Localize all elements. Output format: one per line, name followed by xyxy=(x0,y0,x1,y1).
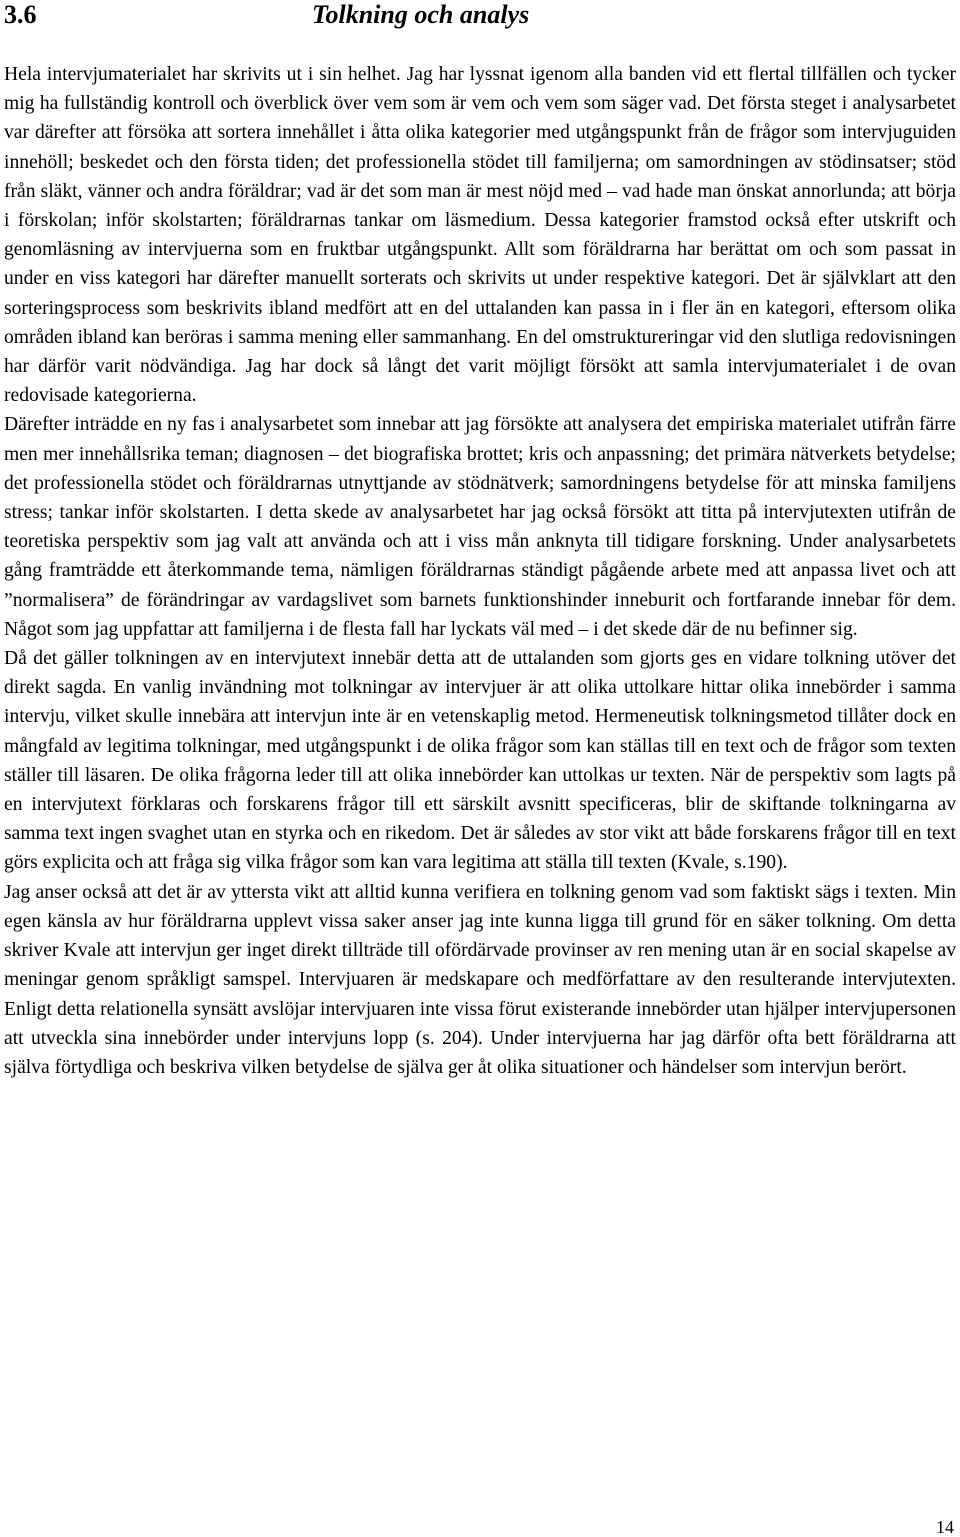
paragraph-2: Därefter inträdde en ny fas i analysarbetet som innebar att jag försökte att analysera det empiriska materialet utifrån färre men mer innehållsrika teman; diagnosen – det biografiska brottet; kris och anpassning; det primära nätverkets betydelse; det professionella stödet och föräldrarnas utnyttjande av stödnätverk; samordningens betydelse för att minska familjens stress; tankar inför skolstarten. I detta skede av analysarbetet har jag också försökt att titta på intervjutexten utifrån de teoretiska perspektiv som jag valt att använda och att i viss mån anknyta till tidigare forskning. Under analysarbetets gång framträdde ett återkommande tema, nämligen föräldrarnas ständigt pågående arbete med att anpassa livet och att ”normalisera” de förändringar av vardagslivet som barnets funktionshinder inneburit och fortfarande innebar för dem. Något som jag uppfattar att familjerna i de flesta fall har lyckats väl med – i det skede där de nu befinner sig. xyxy=(4,414,956,640)
section-heading xyxy=(4,0,956,34)
document-page xyxy=(4,0,956,1082)
body-text xyxy=(4,60,956,1082)
paragraph-1: Hela intervjumaterialet har skrivits ut i sin helhet. Jag har lyssnat igenom alla banden vid ett flertal tillfällen och tycker mig ha fullständig kontroll och överblick över vem som är vem och vem som säger vad. Det första steget i analysarbetet var därefter att försöka att sortera innehållet i åtta olika kategorier med utgångspunkt från de frågor som intervjuguiden innehöll; beskedet och den första tiden; det professionella stödet till familjerna; om samordningen av stödinsatser; stöd från släkt, vänner och andra föräldrar; vad är det som man är mest nöjd med – vad hade man önskat annorlunda; att börja i förskolan; inför skolstarten; föräldrarnas tankar om läsmedium. Dessa kategorier framstod också efter utskrift och genomläsning av intervjuerna som en fruktbar utgångspunkt. Allt som föräldrarna har berättat om och som passat in under en viss kategori har därefter manuellt sorterats och skrivits ut under respektive kategori. Det är självklart att den sorteringsprocess som beskrivits ibland medfört att en del uttalanden kan passa in i fler än en kategori, eftersom olika områden ibland kan beröras i samma mening eller sammanhang. En del omstruktureringar vid den slutliga redovisningen har därför varit nödvändiga. Jag har dock så långt det varit möjligt försökt att samla intervjumaterialet i de ovan redovisade kategorierna. xyxy=(4,64,956,407)
page-number: 14 xyxy=(936,1517,954,1537)
paragraph-3: Då det gäller tolkningen av en intervjutext innebär detta att de uttalanden som gjorts ges en vidare tolkning utöver det direkt sagda. En vanlig invändning mot tolkningar av intervjuer är att olika uttolkare hittar olika innebörder i samma intervju, vilket skulle innebära att intervjun inte är en vetenskaplig metod. Hermeneutisk tolkningsmetod tillåter dock en mångfald av legitima tolkningar, med utgångspunkt i de olika frågor som kan ställas till en text och de frågor som texten ställer till läsaren. De olika frågorna leder till att olika innebörder kan uttolkas ur texten. När de perspektiv som lagts på en intervjutext förklaras och forskarens frågor till ett särskilt avsnitt specificeras, blir de skiftande tolkningarna av samma text ingen svaghet utan en styrka och en rikedom. Det är således av stor vikt att både forskarens frågor till en text görs explicita och att fråga sig vilka frågor som kan vara legitima att ställa till texten (Kvale, s.190). xyxy=(4,648,956,874)
section-number: 3.6 xyxy=(4,0,37,29)
section-title: Tolkning och analys xyxy=(312,0,530,29)
paragraph-4: Jag anser också att det är av yttersta vikt att alltid kunna verifiera en tolkning genom vad som faktiskt sägs i texten. Min egen känsla av hur föräldrarna upplevt vissa saker anser jag inte kunna ligga till grund för en säker tolkning. Om detta skriver Kvale att intervjun ger inget direkt tillträde till ofördärvade provinser av ren mening utan är en social skapelse av meningar genom språkligt samspel. Intervjuaren är medskapare och medförfattare av den resulterande intervjutexten. Enligt detta relationella synsätt avslöjar intervjuaren inte vissa förut existerande innebörder utan hjälper intervjupersonen att utveckla sina innebörder under intervjuns lopp (s. 204). Under intervjuerna har jag därför ofta bett föräldrarna att själva förtydliga och beskriva vilken betydelse de själva ger åt olika situationer och händelser som intervjun berört. xyxy=(4,881,956,1078)
